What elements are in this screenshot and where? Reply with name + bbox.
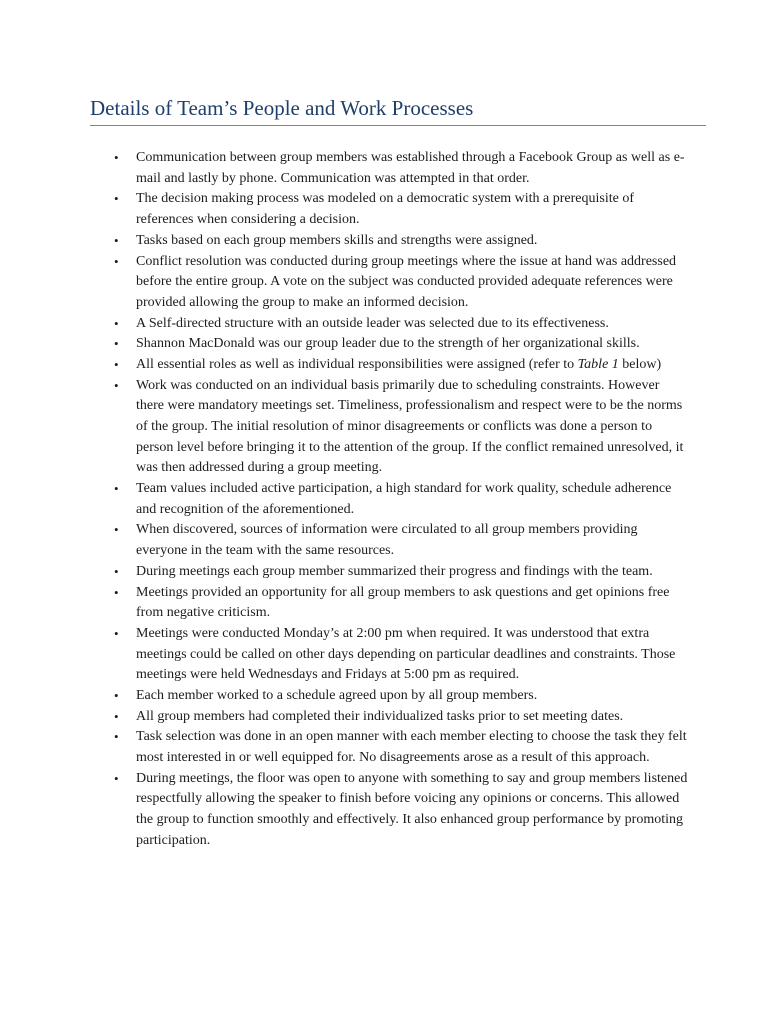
- bullet-icon: •: [114, 253, 119, 269]
- bullet-icon: •: [114, 315, 119, 331]
- bullet-icon: •: [114, 729, 119, 745]
- list-item-text: Communication between group members was established through a Facebook Group as well as e-mail and lastly by phone. Communication was attempted in that order.: [136, 150, 685, 186]
- list-item-text: Team values included active participation, a high standard for work quality, schedule adherence and recognition of the aforementioned.: [136, 481, 672, 517]
- list-item-text: A Self-directed structure with an outside leader was selected due to its effectiveness.: [136, 315, 609, 331]
- list-item-text: During meetings, the floor was open to anyone with something to say and group members listened respectfully allowing the speaker to finish before voicing any opinions or concerns. This allowed the group to function smoothly and effectively. It also enhanced group performance by promoting participation.: [136, 770, 688, 848]
- list-item-text: Conflict resolution was conducted during group meetings where the issue at hand was addressed before the entire group. A vote on the subject was conducted provided adequate references were provided allowing the group to make an informed decision.: [136, 253, 677, 310]
- list-item: [90, 520, 690, 561]
- list-item: [90, 355, 690, 376]
- bullet-icon: •: [114, 336, 119, 352]
- list-item-text: [136, 357, 661, 372]
- list-item-text: Meetings were conducted Monday’s at 2:00 pm when required. It was understood that extra meetings could be called on other days depending on particular deadlines and constraints. Those meetings were held Wednesdays and Fridays at 5:00 pm as required.: [136, 625, 676, 683]
- list-item-text-before: All essential roles as well as individual responsibilities were assigned (refer to: [136, 357, 578, 373]
- bullet-list: [90, 148, 690, 851]
- list-item-text: All group members had completed their individualized tasks prior to set meeting dates.: [136, 708, 624, 724]
- list-item: [90, 727, 690, 768]
- list-item: [90, 314, 690, 335]
- list-item: [90, 189, 690, 230]
- list-item-text: The decision making process was modeled on a democratic system with a prerequisite of references when considering a decision.: [136, 191, 635, 227]
- list-item: [90, 624, 690, 686]
- list-item-text: Tasks based on each group members skills and strengths were assigned.: [136, 232, 538, 248]
- bullet-icon: •: [114, 625, 119, 641]
- list-item: [90, 686, 690, 707]
- list-item: [90, 252, 690, 314]
- list-item-text: When discovered, sources of information were circulated to all group members providing everyone in the team with the same resources.: [136, 522, 638, 558]
- list-item-text: Each member worked to a schedule agreed upon by all group members.: [136, 687, 538, 703]
- document-heading: Details of Team’s People and Work Processes: [90, 96, 474, 120]
- list-item: [90, 334, 690, 355]
- list-item-text: Task selection was done in an open manner with each member electing to choose the task they felt most interested in or well equipped for. No disagreements arose as a result of this approach.: [136, 729, 687, 766]
- bullet-icon: •: [114, 584, 119, 600]
- list-item-text: During meetings each group member summarized their progress and findings with the team.: [136, 563, 653, 579]
- bullet-icon: •: [114, 708, 119, 724]
- bullet-icon: •: [114, 191, 119, 207]
- list-item: [90, 769, 690, 851]
- list-item: [90, 562, 690, 583]
- list-item-text: Shannon MacDonald was our group leader due to the strength of her organizational skills.: [136, 336, 640, 352]
- list-item: [90, 231, 690, 252]
- bullet-icon: •: [114, 687, 119, 703]
- list-item: [90, 479, 690, 520]
- bullet-icon: •: [114, 377, 119, 393]
- list-item-text-after: below): [618, 357, 662, 373]
- bullet-icon: •: [114, 357, 119, 373]
- list-item-text: Work was conducted on an individual basis primarily due to scheduling constraints. However there were mandatory meetings set. Timeliness, professionalism and respect were to be the norms of the group. The initial resolution of minor disagreements or conflicts was done a person to person level before bringing it to the attention of the group. If the conflict remained unresolved, it was then addressed during a group meeting.: [136, 377, 684, 476]
- list-item: [90, 148, 690, 189]
- list-item: [90, 583, 690, 624]
- bullet-icon: •: [114, 563, 119, 579]
- list-item: [90, 376, 690, 479]
- bullet-icon: •: [114, 150, 119, 165]
- table-reference: Table 1: [577, 357, 619, 373]
- bullet-icon: •: [114, 522, 119, 538]
- bullet-icon: •: [114, 232, 119, 248]
- heading-underline-rule: [90, 125, 706, 126]
- bullet-icon: •: [114, 770, 119, 786]
- bullet-icon: •: [114, 481, 119, 496]
- list-item-text: Meetings provided an opportunity for all group members to ask questions and get opinions free from negative criticism.: [136, 584, 670, 621]
- list-item: [90, 707, 690, 728]
